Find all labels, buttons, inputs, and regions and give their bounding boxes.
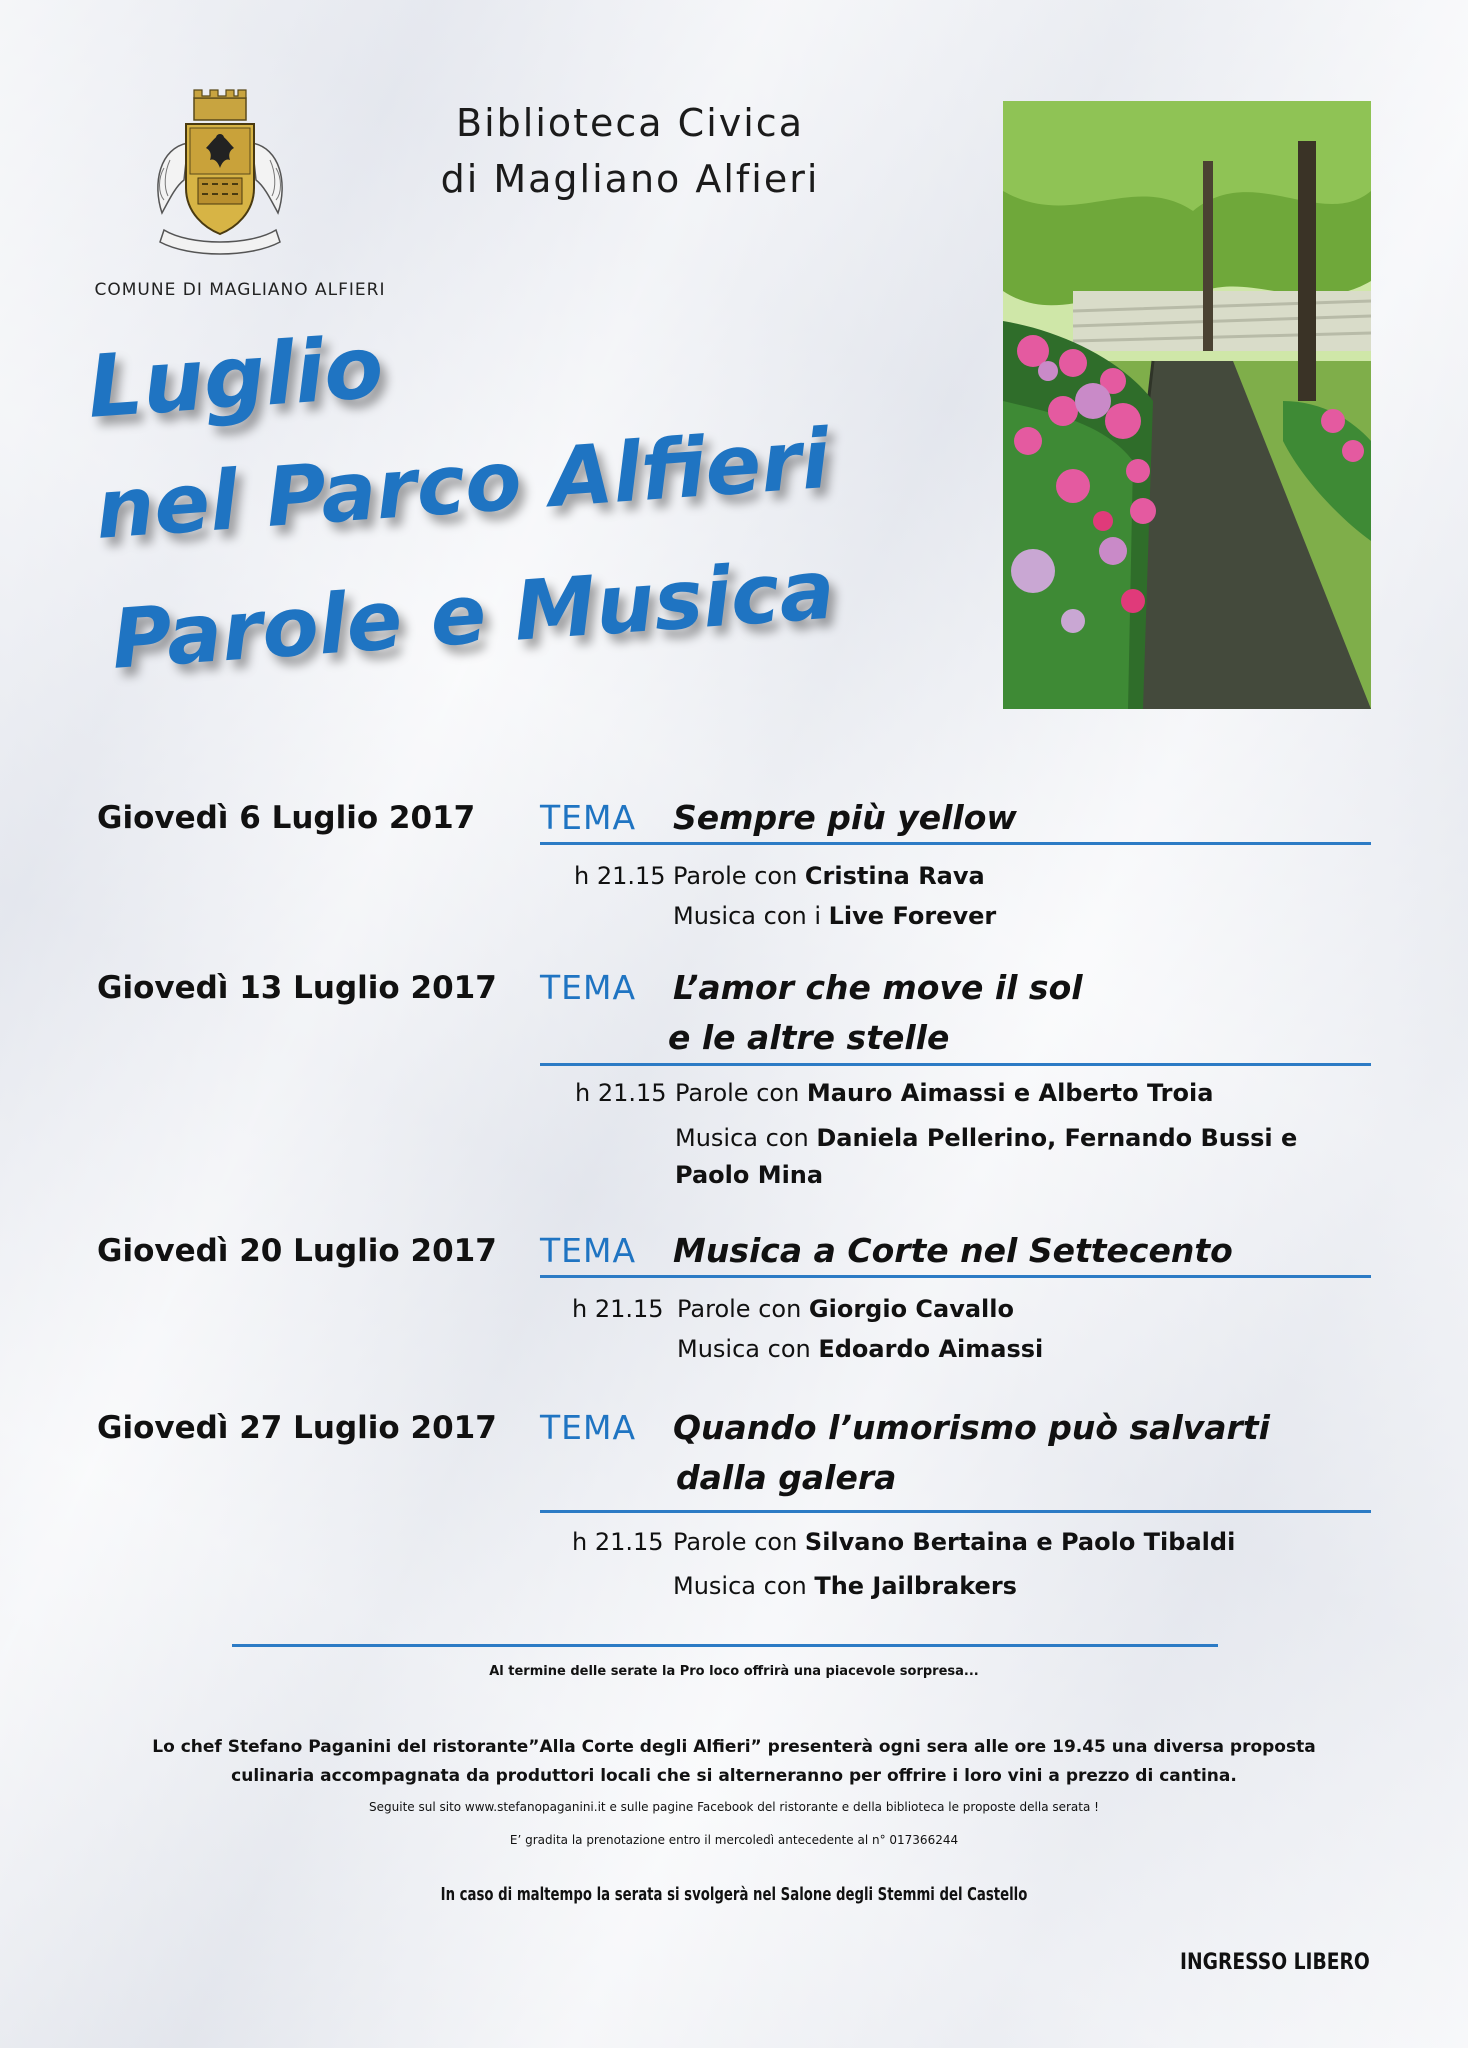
event-hour: h 21.15 (575, 1079, 667, 1107)
free-entry-label: INGRESSO LIBERO (1180, 1950, 1370, 1975)
footer-divider (232, 1644, 1218, 1647)
chef-note-line1: Lo chef Stefano Paganini del ristorante”Alla Corte degli Alfieri” presenterà ogni sera alle ore 19.45 una diversa proposta (152, 1737, 1316, 1757)
event-theme-continued: dalla galera (676, 1458, 897, 1497)
chef-note (100, 1733, 1368, 1791)
event-theme: Quando l’umorismo può salvarti (673, 1408, 1270, 1447)
event-parole: Parole con Giorgio Cavallo (677, 1295, 1014, 1323)
event-date: Giovedì 27 Luglio 2017 (97, 1410, 497, 1446)
event-date: Giovedì 6 Luglio 2017 (97, 800, 476, 836)
library-name (420, 95, 840, 207)
event-musica-continued: Paolo Mina (675, 1161, 824, 1189)
event-musica: Musica con i Live Forever (673, 902, 997, 930)
event-divider (540, 842, 1371, 845)
library-name-line2: di Magliano Alfieri (440, 157, 820, 201)
chef-note-line2: culinaria accompagnata da produttori locali che si alterneranno per offrire i loro vini a prezzo di cantina. (231, 1766, 1237, 1786)
tema-label: TEMA (540, 798, 637, 837)
event-parole: Parole con Mauro Aimassi e Alberto Troia (675, 1079, 1214, 1107)
tema-label: TEMA (540, 1408, 637, 1447)
event-divider (540, 1275, 1371, 1278)
event-parole: Parole con Cristina Rava (673, 862, 985, 890)
event-parole: Parole con Silvano Bertaina e Paolo Tibaldi (673, 1528, 1236, 1556)
title-line-1: Luglio (84, 317, 387, 438)
proloco-note: Al termine delle serate la Pro loco offrirà una piacevole sorpresa... (489, 1664, 979, 1679)
title-line-2: nel Parco Alfieri (92, 411, 833, 558)
bad-weather-note: In caso di maltempo la serata si svolgerà nel Salone degli Stemmi del Castello (440, 1884, 1028, 1905)
event-musica: Musica con The Jailbrakers (673, 1572, 1017, 1600)
event-hour: h 21.15 (572, 1295, 664, 1323)
title-line-3: Parole e Musica (108, 542, 838, 688)
event-theme-continued: e le altre stelle (668, 1018, 950, 1057)
park-photo (1003, 101, 1371, 709)
tema-label: TEMA (540, 1231, 637, 1270)
event-hour: h 21.15 (572, 1528, 664, 1556)
event-musica: Musica con Edoardo Aimassi (677, 1335, 1044, 1363)
event-hour: h 21.15 (574, 862, 666, 890)
event-divider (540, 1063, 1371, 1066)
event-theme: L’amor che move il sol (673, 968, 1083, 1007)
event-theme: Musica a Corte nel Settecento (673, 1231, 1233, 1270)
library-name-line1: Biblioteca Civica (456, 101, 804, 145)
comune-label: COMUNE DI MAGLIANO ALFIERI (94, 280, 386, 300)
booking-note: E’ gradita la prenotazione entro il mercoledì antecedente al n° 017366244 (509, 1833, 959, 1847)
website-note: Seguite sul sito www.stefanopaganini.it e sulle pagine Facebook del ristorante e della biblioteca le proposte della serata ! (369, 1800, 1099, 1814)
event-date: Giovedì 20 Luglio 2017 (97, 1233, 497, 1269)
event-musica: Musica con Daniela Pellerino, Fernando Bussi e (675, 1124, 1298, 1152)
event-divider (540, 1510, 1371, 1513)
event-theme: Sempre più yellow (673, 798, 1017, 837)
municipal-crest-icon (150, 88, 290, 258)
tema-label: TEMA (540, 968, 637, 1007)
event-date: Giovedì 13 Luglio 2017 (97, 970, 497, 1006)
